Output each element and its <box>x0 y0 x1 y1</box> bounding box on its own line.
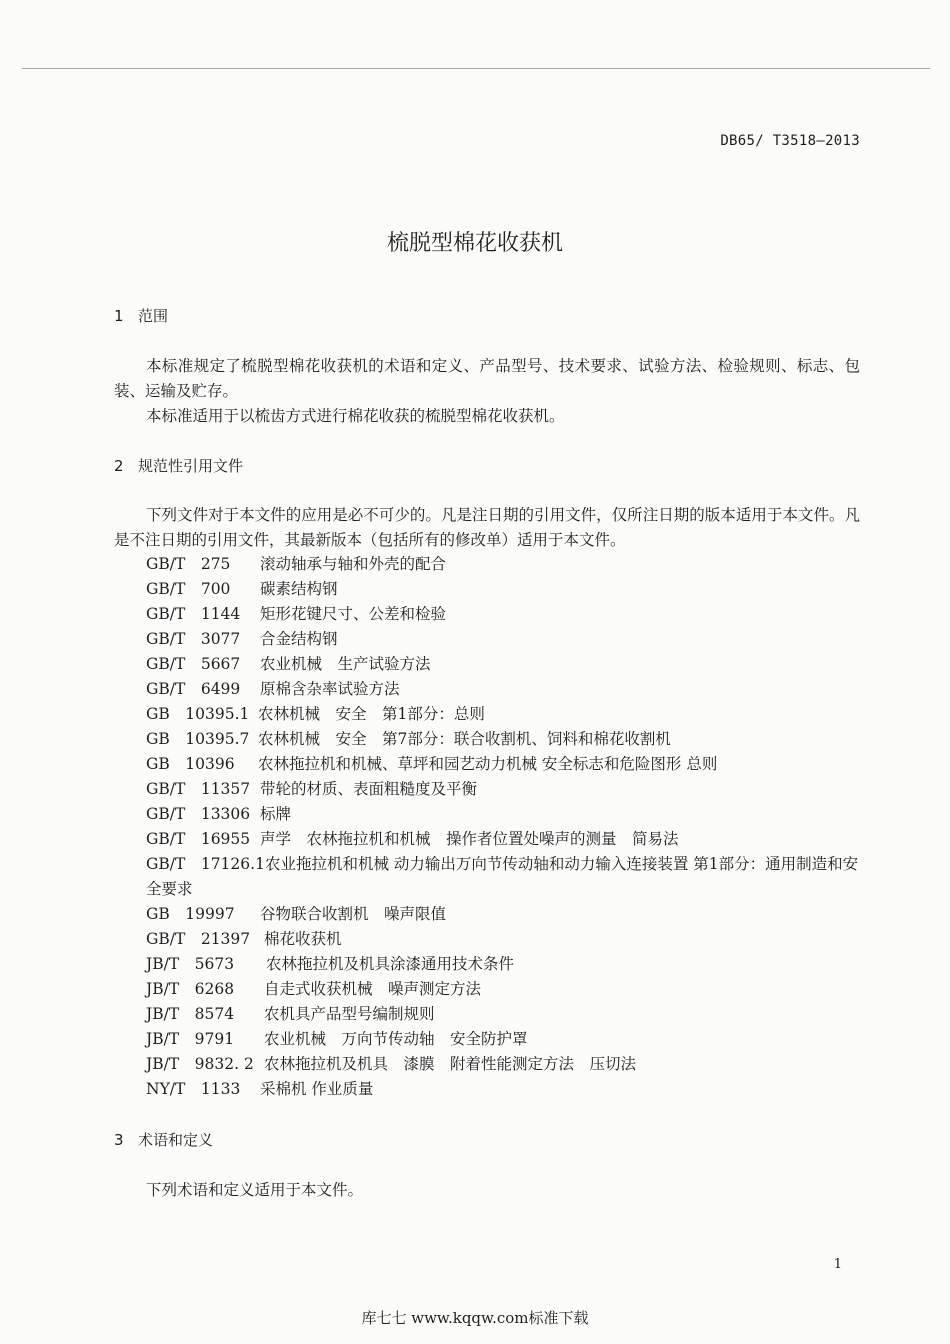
reference-list <box>146 552 862 1102</box>
reference-code: GB/T 6499 <box>146 680 241 698</box>
reference-code: GB 10396 <box>146 755 235 773</box>
reference-code: GB 19997 <box>146 905 235 923</box>
references-intro-paragraph: 下列文件对于本文件的应用是必不可少的。凡是注日期的引用文件，仅所注日期的版本适用于本文件。凡是不注日期的引用文件，其最新版本（包括所有的修改单）适用于本文件。 <box>114 506 860 549</box>
reference-code: GB/T 17126.1 <box>146 855 265 873</box>
document-title: 梳脱型棉花收获机 <box>386 231 563 256</box>
reference-title: 农业机械 万向节传动轴 安全防护罩 <box>264 1030 528 1048</box>
scope-paragraph-2: 本标准适用于以梳齿方式进行棉花收获的梳脱型棉花收获机。 <box>146 407 565 425</box>
reference-code: GB/T 1144 <box>146 605 241 623</box>
reference-item <box>146 977 862 1002</box>
reference-title: 标牌 <box>260 805 292 823</box>
reference-code: GB/T 5667 <box>146 655 241 673</box>
reference-title: 农业机械 生产试验方法 <box>260 655 431 673</box>
reference-title: 碳素结构钢 <box>260 580 338 598</box>
reference-item <box>146 1002 862 1027</box>
section-title: 规范性引用文件 <box>138 457 244 475</box>
footer-watermark: 库七七 www.kqqw.com标准下载 <box>361 1309 589 1327</box>
reference-code: GB/T 700 <box>146 580 231 598</box>
section-title: 范围 <box>138 307 169 325</box>
reference-title: 农机具产品型号编制规则 <box>264 1005 435 1023</box>
reference-code: JB/T 9832. 2 <box>146 1055 254 1073</box>
reference-item <box>146 552 862 577</box>
reference-code: GB/T 3077 <box>146 630 241 648</box>
scope-paragraph-1: 本标准规定了梳脱型棉花收获机的术语和定义、产品型号、技术要求、试验方法、检验规则、标志、包装、运输及贮存。 <box>114 357 860 400</box>
reference-item <box>146 1052 862 1077</box>
reference-item <box>146 902 862 927</box>
reference-title: 采棉机 作业质量 <box>260 1080 374 1098</box>
page-number: 1 <box>833 1257 842 1272</box>
section-heading-scope <box>114 305 168 326</box>
reference-title: 农林拖拉机及机具涂漆通用技术条件 <box>266 955 515 973</box>
section-number: 2 <box>114 457 124 475</box>
reference-item <box>146 802 862 827</box>
reference-title: 农林机械 安全 第7部分：联合收割机、饲料和棉花收割机 <box>258 730 671 748</box>
reference-item <box>114 852 862 902</box>
section-heading-terms <box>114 1129 213 1150</box>
reference-title: 农林拖拉机和机械、草坪和园艺动力机械 安全标志和危险图形 总则 <box>258 755 718 773</box>
reference-code: GB 10395.1 <box>146 705 250 723</box>
section-heading-references <box>114 455 243 476</box>
standard-code: DB65/ T3518—2013 <box>720 133 860 149</box>
reference-code: JB/T 6268 <box>146 980 235 998</box>
reference-code: GB/T 11357 <box>146 780 251 798</box>
reference-item <box>146 777 862 802</box>
reference-item <box>146 952 862 977</box>
reference-code: GB/T 21397 <box>146 930 251 948</box>
reference-item <box>146 677 862 702</box>
reference-title: 带轮的材质、表面粗糙度及平衡 <box>260 780 478 798</box>
terms-paragraph: 下列术语和定义适用于本文件。 <box>146 1181 364 1199</box>
reference-title: 滚动轴承与轴和外壳的配合 <box>260 555 447 573</box>
reference-code: GB 10395.7 <box>146 730 250 748</box>
reference-item <box>146 827 862 852</box>
reference-item <box>146 1027 862 1052</box>
reference-item <box>146 1077 862 1102</box>
reference-code: GB/T 13306 <box>146 805 251 823</box>
reference-title: 农林机械 安全 第1部分：总则 <box>258 705 485 723</box>
reference-code: GB/T 275 <box>146 555 231 573</box>
reference-title: 声学 农林拖拉机和机械 操作者位置处噪声的测量 简易法 <box>260 830 679 848</box>
reference-code: GB/T 16955 <box>146 830 251 848</box>
reference-item <box>146 602 862 627</box>
reference-item <box>146 577 862 602</box>
reference-title: 自走式收获机械 噪声测定方法 <box>264 980 482 998</box>
header-rule <box>22 68 930 69</box>
reference-item <box>146 627 862 652</box>
reference-item <box>146 927 862 952</box>
reference-item <box>146 652 862 677</box>
reference-code: JB/T 8574 <box>146 1005 235 1023</box>
section-number: 3 <box>114 1131 124 1149</box>
reference-code: NY/T 1133 <box>146 1080 241 1098</box>
reference-title: 农林拖拉机及机具 漆膜 附着性能测定方法 压切法 <box>264 1055 637 1073</box>
section-title: 术语和定义 <box>138 1131 214 1149</box>
reference-title: 谷物联合收割机 噪声限值 <box>260 905 447 923</box>
section-number: 1 <box>114 307 124 325</box>
reference-code: JB/T 9791 <box>146 1030 235 1048</box>
reference-title: 合金结构钢 <box>260 630 338 648</box>
reference-code: JB/T 5673 <box>146 955 235 973</box>
reference-title: 农业拖拉机和机械 动力输出万向节传动轴和动力输入连接装置 第1部分：通用制造和安全要求 <box>146 855 859 898</box>
reference-title: 原棉含杂率试验方法 <box>260 680 400 698</box>
reference-title: 棉花收获机 <box>264 930 342 948</box>
reference-item <box>146 702 862 727</box>
reference-item <box>146 727 862 752</box>
reference-title: 矩形花键尺寸、公差和检验 <box>260 605 447 623</box>
reference-item <box>146 752 862 777</box>
